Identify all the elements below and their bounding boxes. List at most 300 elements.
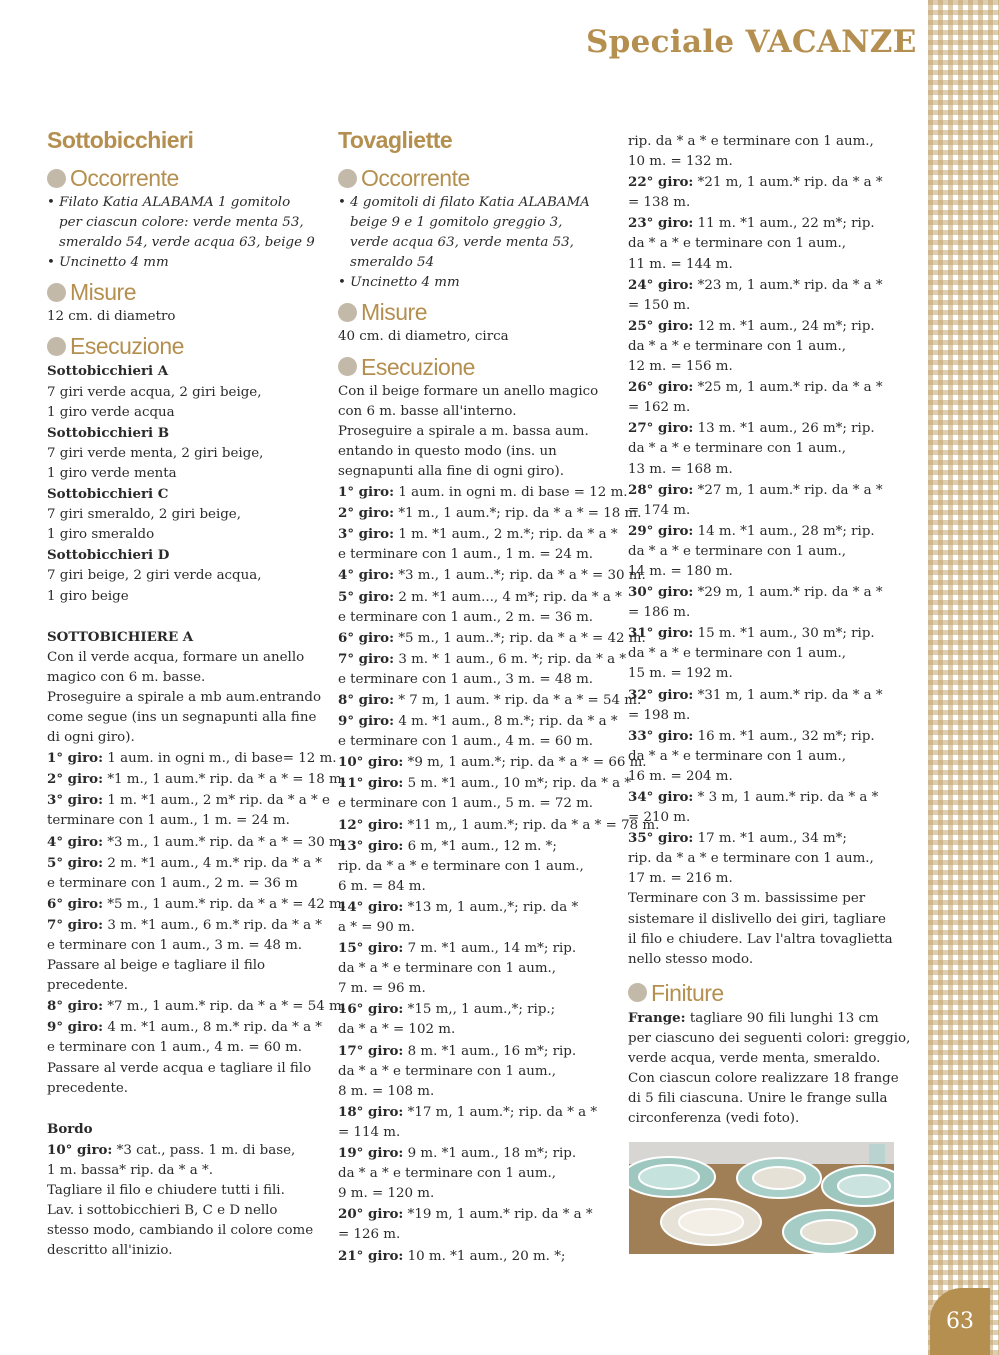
bold-label: 28° giro: <box>628 481 694 498</box>
line-text: sistemare il dislivello dei giri, tagliare <box>628 911 886 927</box>
text-line <box>628 255 918 275</box>
line-text: 16 m. *1 aum., 32 m*; rip. <box>693 728 875 744</box>
bold-label: 35° giro: <box>628 830 694 847</box>
line-text: 1 giro beige <box>47 588 129 604</box>
line-text: tagliare 90 fili lunghi 13 cm <box>685 1010 879 1026</box>
line-text: *23 m, 1 aum.* rip. da * a * <box>693 277 883 293</box>
bold-label: Sottobicchieri B <box>47 424 170 441</box>
text-line <box>628 706 918 726</box>
line-text: 2 m. *1 aum., 4 m.* rip. da * a * <box>103 855 323 871</box>
line-text: da * a * e terminare con 1 aum., <box>628 338 847 354</box>
line-text: *31 m, 1 aum.* rip. da * a * <box>693 687 883 703</box>
text-line <box>628 582 918 603</box>
list-item: • 4 gomitoli di filato Katia ALABAMA <box>338 195 590 210</box>
line-text: verde acqua, verde menta, smeraldo. <box>628 1051 881 1067</box>
list-item: beige 9 e 1 gomitolo greggio 3, <box>350 215 563 231</box>
text-line <box>47 748 337 769</box>
bold-label: 32° giro: <box>628 686 694 703</box>
text-line <box>47 505 327 525</box>
bullet-dot-icon <box>47 283 66 302</box>
bold-label: 10° giro: <box>47 1141 113 1158</box>
text-line <box>628 480 918 501</box>
text-line <box>338 462 608 482</box>
bold-label: 30° giro: <box>628 584 694 601</box>
text-line <box>47 790 330 811</box>
bullet-dot-icon <box>338 303 357 322</box>
line-text: Con ciascun colore realizzare 18 frange <box>628 1071 899 1087</box>
bold-label: Sottobicchieri C <box>47 486 169 503</box>
bold-label: 31° giro: <box>628 625 694 642</box>
bold-label: 21° giro: <box>338 1247 404 1264</box>
text-line <box>628 828 918 849</box>
line-text: *27 m, 1 aum.* rip. da * a * <box>693 482 883 498</box>
occorrente-list <box>47 193 327 273</box>
line-text: da * a * e terminare con 1 aum., <box>338 1063 557 1079</box>
text-line <box>338 877 608 897</box>
line-text: * 3 m, 1 aum.* rip. da * a * <box>693 790 879 805</box>
line-text: nello stesso modo. <box>628 951 754 967</box>
text-line <box>47 566 327 586</box>
line-text: *17 m, 1 aum.*; rip. da * a * <box>403 1104 598 1120</box>
line-text: 7 giri beige, 2 giri verde acqua, <box>47 568 262 584</box>
line-text: 11 m. = 144 m. <box>628 256 733 272</box>
line-text: e terminare con 1 aum., 2 m. = 36 m. <box>338 609 594 625</box>
text-line <box>628 685 918 706</box>
text-line <box>628 869 918 889</box>
text-line <box>47 708 327 728</box>
line-text: 13 m. *1 aum., 26 m*; rip. <box>693 421 875 437</box>
line-text: il filo e chiudere. Lav l'altra tovaglietta <box>628 931 893 947</box>
text-line <box>338 794 608 814</box>
text-line <box>47 525 327 545</box>
bold-label: 33° giro: <box>628 727 694 744</box>
line-text: * 7 m, 1 aum. * rip. da * a * = 54 m. <box>394 692 642 708</box>
line-text: *15 m,, 1 aum.,*; rip.; <box>403 1002 556 1018</box>
text-line <box>47 874 327 894</box>
text-line <box>338 1102 608 1123</box>
misure-text: 12 cm. di diametro <box>47 309 176 325</box>
text-line <box>47 853 327 874</box>
bold-label: 5° giro: <box>47 854 104 871</box>
line-text: a * = 90 m. <box>338 920 415 935</box>
text-line <box>338 1041 608 1062</box>
text-line <box>47 1161 327 1181</box>
text-line <box>47 444 327 464</box>
text-line <box>47 607 327 627</box>
text-line <box>47 484 327 505</box>
text-line <box>338 752 647 773</box>
text-line <box>628 1089 918 1109</box>
coasters-photo <box>629 1142 894 1254</box>
esecuzione-text-continued <box>628 132 918 970</box>
line-text: Con il verde acqua, formare un anello <box>47 649 305 665</box>
line-text: = 138 m. <box>628 195 691 211</box>
text-line <box>628 1029 918 1049</box>
text-line <box>628 275 918 296</box>
text-line <box>47 996 346 1017</box>
line-text: 16 m. = 204 m. <box>628 768 733 784</box>
text-line <box>628 337 918 357</box>
line-text: e terminare con 1 aum., 1 m. = 24 m. <box>338 547 594 563</box>
bullet-dot-icon <box>47 337 66 356</box>
text-line <box>47 587 327 607</box>
text-line <box>628 234 918 254</box>
line-text: 12 m. *1 aum., 24 m*; rip. <box>693 318 875 334</box>
text-line <box>338 815 660 836</box>
line-text: 14 m. = 180 m. <box>628 563 733 579</box>
line-text: *1 m., 1 aum.* rip. da * a * = 18 m. <box>103 772 346 788</box>
line-text: 6 m. = 84 m. <box>338 878 426 894</box>
line-text: 15 m. *1 aum., 30 m*; rip. <box>693 626 875 642</box>
line-text: terminare con 1 aum., 1 m. = 24 m. <box>47 813 290 829</box>
line-text: *29 m, 1 aum.* rip. da * a * <box>693 585 883 601</box>
line-text: 1 m. bassa* rip. da * a *. <box>47 1162 213 1178</box>
bold-label: 11° giro: <box>338 775 404 792</box>
text-line <box>628 542 918 562</box>
text-line <box>338 608 608 628</box>
line-text: = 150 m. <box>628 297 691 313</box>
bold-label: 14° giro: <box>338 898 404 915</box>
text-line <box>628 787 918 808</box>
text-line <box>628 460 918 480</box>
section-title-tovagliette: Tovagliette <box>338 127 453 153</box>
bold-label: 23° giro: <box>628 215 694 232</box>
heading-esecuzione: Esecuzione <box>47 333 327 359</box>
bold-label: 17° giro: <box>338 1042 404 1059</box>
line-text: 17 m. = 216 m. <box>628 871 733 887</box>
text-line <box>338 1020 608 1040</box>
bold-label: 4° giro: <box>338 567 395 584</box>
line-text: 8 m. *1 aum., 16 m*; rip. <box>403 1043 577 1059</box>
bold-label: 25° giro: <box>628 317 694 334</box>
line-text: da * a * e terminare con 1 aum., <box>628 236 847 252</box>
line-text: = 174 m. <box>628 502 691 518</box>
line-text: di 5 fili ciascuna. Unire le frange sulla <box>628 1091 888 1107</box>
line-text: 9 m. = 120 m. <box>338 1186 435 1202</box>
text-line <box>47 627 327 648</box>
text-line <box>47 383 327 403</box>
line-text: rip. da * a * e terminare con 1 aum., <box>338 858 584 874</box>
text-line <box>628 1069 918 1089</box>
line-text: Passare al verde acqua e tagliare il filo <box>47 1060 312 1076</box>
line-text: da * a * = 102 m. <box>338 1022 456 1038</box>
text-line <box>628 213 918 234</box>
line-text: con 6 m. basse all'interno. <box>338 403 517 419</box>
line-text: e terminare con 1 aum., 4 m. = 60 m. <box>338 734 594 750</box>
line-text: 11 m. *1 aum., 22 m*; rip. <box>693 216 875 232</box>
heading-occorrente: Occorrente <box>338 165 608 191</box>
list-item: per ciascun colore: verde menta 53, <box>59 215 304 231</box>
bold-label: 24° giro: <box>628 276 694 293</box>
text-line <box>47 1099 327 1119</box>
text-line <box>628 521 918 542</box>
bold-label: 26° giro: <box>628 379 694 396</box>
bold-label: 1° giro: <box>338 484 395 501</box>
line-text: 3 m. *1 aum., 6 m.* rip. da * a * <box>103 917 323 933</box>
text-line <box>338 773 632 794</box>
line-text: *5 m., 1 aum.* rip. da * a * = 42 m. <box>103 896 346 912</box>
text-line <box>47 811 327 831</box>
occorrente-list <box>338 193 608 293</box>
text-line <box>338 1225 608 1245</box>
bullet-dot-icon <box>628 983 647 1002</box>
text-line <box>47 936 327 956</box>
line-text: = 198 m. <box>628 707 691 723</box>
line-text: per ciascuno dei seguenti colori: greggio, <box>628 1030 911 1046</box>
text-line <box>338 482 628 503</box>
bold-label: 2° giro: <box>338 505 395 522</box>
line-text: circonferenza (vedi foto). <box>628 1111 800 1127</box>
line-text: 7 m. *1 aum., 14 m*; rip. <box>403 941 577 957</box>
line-text: rip. da * a * e terminare con 1 aum., <box>628 851 874 867</box>
text-line <box>628 377 918 398</box>
list-item: smeraldo 54, verde acqua 63, beige 9 <box>59 235 315 251</box>
line-text: *13 m, 1 aum.,*; rip. da * <box>403 899 579 915</box>
text-line <box>628 644 918 664</box>
line-text: 17 m. *1 aum., 34 m*; <box>693 831 847 847</box>
text-line <box>628 501 918 521</box>
text-line <box>47 832 346 853</box>
line-text: Tagliare il filo e chiudere tutti i fili. <box>47 1183 285 1199</box>
list-item: • Uncinetto 4 mm <box>47 255 169 271</box>
line-text: Con il beige formare un anello magico <box>338 383 599 399</box>
line-text: precedente. <box>47 1080 129 1096</box>
text-line <box>338 857 608 877</box>
line-text: 14 m. *1 aum., 28 m*; rip. <box>693 523 875 539</box>
line-text: e terminare con 1 aum., 4 m. = 60 m. <box>47 1040 303 1056</box>
text-line <box>338 979 608 999</box>
line-text: 12 m. = 156 m. <box>628 359 733 375</box>
text-line <box>338 670 608 690</box>
line-text: di ogni giro). <box>47 730 135 746</box>
text-line <box>47 728 327 748</box>
text-line <box>628 930 918 950</box>
line-text: *1 m., 1 aum.*; rip. da * a * = 18 m. <box>394 506 642 522</box>
bullet-dot-icon <box>47 169 66 188</box>
bold-label: 16° giro: <box>338 1001 404 1018</box>
line-text: *19 m, 1 aum.* rip. da * a * <box>403 1207 593 1223</box>
list-item: verde acqua 63, verde menta 53, <box>350 235 574 251</box>
line-text: = 162 m. <box>628 400 691 416</box>
line-text: 1 giro smeraldo <box>47 527 155 543</box>
line-text: da * a * e terminare con 1 aum., <box>338 1166 557 1182</box>
line-text: da * a * e terminare con 1 aum., <box>628 748 847 764</box>
line-text: *7 m., 1 aum.* rip. da * a * = 54 m. <box>103 999 346 1015</box>
line-text: = 114 m. <box>338 1124 401 1140</box>
text-line <box>338 545 608 565</box>
text-line <box>628 357 918 377</box>
line-text: 7 giri verde menta, 2 giri beige, <box>47 445 264 461</box>
text-line <box>47 361 327 382</box>
line-text: 5 m. *1 aum., 10 m*; rip. da * a * <box>403 776 632 792</box>
heading-esecuzione: Esecuzione <box>338 354 608 380</box>
text-line <box>338 711 618 732</box>
list-item: • Uncinetto 4 mm <box>338 275 460 291</box>
line-text: 1 aum. in ogni m., di base= 12 m. <box>103 751 337 767</box>
misure-text: 40 cm. di diametro, circa <box>338 329 509 345</box>
text-line <box>338 1082 608 1102</box>
bold-label: 1° giro: <box>47 750 104 767</box>
text-line <box>47 915 327 936</box>
text-line <box>628 316 918 337</box>
finiture-text <box>628 1008 918 1130</box>
bold-label: 13° giro: <box>338 837 404 854</box>
text-line <box>47 1181 327 1201</box>
bold-label: 6° giro: <box>47 895 104 912</box>
line-text: 4 m. *1 aum., 8 m.* rip. da * a * <box>103 1020 323 1036</box>
line-text: Passare al beige e tagliare il filo <box>47 958 266 974</box>
bold-label: Sottobicchieri A <box>47 363 169 380</box>
line-text: *3 m., 1 aum.* rip. da * a * = 30 m. <box>103 834 346 850</box>
line-text: rip. da * a * e terminare con 1 aum., <box>628 134 874 149</box>
bold-label: 19° giro: <box>338 1145 404 1162</box>
text-line <box>628 418 918 439</box>
heading-misure: Misure <box>338 299 608 325</box>
line-text: *3 cat., pass. 1 m. di base, <box>112 1142 296 1158</box>
text-line <box>338 565 646 586</box>
heading-finiture: Finiture <box>628 980 918 1006</box>
line-text: e terminare con 1 aum., 5 m. = 72 m. <box>338 796 594 812</box>
line-text: 1 giro verde acqua <box>47 404 175 420</box>
text-line <box>338 503 642 524</box>
text-line <box>338 649 627 670</box>
text-line <box>47 1241 327 1261</box>
text-line <box>628 1049 918 1069</box>
heading-occorrente: Occorrente <box>47 165 327 191</box>
line-text: 15 m. = 192 m. <box>628 666 733 682</box>
bold-label: 7° giro: <box>47 916 104 933</box>
text-line <box>628 439 918 459</box>
line-text: = 186 m. <box>628 605 691 621</box>
line-text: 10 m. = 132 m. <box>628 154 733 170</box>
line-text: *25 m, 1 aum.* rip. da * a * <box>693 380 883 396</box>
bold-label: 6° giro: <box>338 629 395 646</box>
bold-label: 8° giro: <box>47 998 104 1015</box>
text-line <box>628 603 918 623</box>
text-line <box>338 918 608 938</box>
text-line <box>338 690 642 711</box>
text-line <box>47 545 327 566</box>
text-line <box>628 747 918 767</box>
line-text: da * a * e terminare con 1 aum., <box>628 441 847 457</box>
line-text: 4 m. *1 aum., 8 m.*; rip. da * a * <box>394 714 618 730</box>
text-line <box>628 726 918 747</box>
line-text: 1 m. *1 aum., 2 m.*; rip. da * a * <box>394 527 618 543</box>
text-line <box>338 442 608 462</box>
line-text: *5 m., 1 aum..*; rip. da * a * = 42 m. <box>394 630 646 646</box>
column-sottobicchieri <box>47 125 346 1261</box>
text-line <box>47 769 346 790</box>
text-line <box>338 1204 608 1225</box>
line-text: 13 m. = 168 m. <box>628 461 733 477</box>
text-line <box>628 849 918 869</box>
text-line <box>338 402 608 422</box>
text-line <box>338 382 608 402</box>
line-text: descritto all'inizio. <box>47 1243 173 1259</box>
text-line <box>628 296 918 316</box>
text-line <box>47 648 327 668</box>
bold-label: Frange: <box>628 1009 686 1026</box>
text-line <box>628 664 918 684</box>
bold-label: 20° giro: <box>338 1206 404 1223</box>
line-text: *21 m, 1 aum.* rip. da * a * <box>693 175 883 191</box>
text-line <box>628 808 918 828</box>
text-line <box>628 1008 918 1029</box>
list-item: smeraldo 54 <box>350 255 435 271</box>
text-line <box>338 628 646 649</box>
text-line <box>47 1038 327 1058</box>
text-line <box>338 999 608 1020</box>
text-line <box>47 464 327 484</box>
text-line <box>628 562 918 582</box>
text-line <box>47 688 327 708</box>
line-text: 7 giri verde acqua, 2 giri beige, <box>47 384 262 400</box>
text-line <box>338 1143 608 1164</box>
page-number: 63 <box>930 1288 990 1355</box>
text-line <box>628 398 918 418</box>
text-line <box>628 132 918 152</box>
text-line <box>628 623 918 644</box>
line-text: *9 m, 1 aum.*; rip. da * a * = 66 m. <box>403 755 647 771</box>
text-line <box>47 423 327 444</box>
bold-label: 5° giro: <box>338 588 395 605</box>
text-line <box>338 587 622 608</box>
text-line <box>338 422 608 442</box>
esecuzione-text <box>47 361 346 1261</box>
text-line <box>47 1201 327 1221</box>
bold-label: 3° giro: <box>338 526 395 543</box>
page-header-title: Speciale VACANZE <box>586 24 917 60</box>
bold-label: 2° giro: <box>47 771 104 788</box>
bullet-dot-icon <box>338 357 357 376</box>
line-text: magico con 6 m. basse. <box>47 669 206 685</box>
bold-label: 8° giro: <box>338 691 395 708</box>
bold-label: 3° giro: <box>47 792 104 809</box>
bold-label: Bordo <box>47 1120 93 1137</box>
text-line <box>338 1184 608 1204</box>
line-text: 10 m. *1 aum., 20 m. *; <box>403 1248 566 1264</box>
text-line <box>338 897 608 918</box>
bold-label: 18° giro: <box>338 1103 404 1120</box>
text-line <box>47 1119 327 1140</box>
text-line <box>47 1017 327 1038</box>
line-text: entando in questo modo (ins. un <box>338 443 557 459</box>
text-line <box>628 910 918 930</box>
line-text: e terminare con 1 aum., 3 m. = 48 m. <box>338 671 594 687</box>
gingham-border <box>928 0 999 1355</box>
bold-label: SOTTOBICHIERE A <box>47 628 194 645</box>
line-text: da * a * e terminare con 1 aum., <box>628 646 847 662</box>
section-title-sottobicchieri: Sottobicchieri <box>47 127 194 153</box>
bold-label: 7° giro: <box>338 650 395 667</box>
line-text: 6 m, *1 aum., 12 m. *; <box>403 838 557 854</box>
text-line <box>338 1164 608 1184</box>
bold-label: 4° giro: <box>47 833 104 850</box>
text-line <box>47 668 327 688</box>
text-line <box>47 1221 327 1241</box>
text-line <box>47 1059 327 1079</box>
line-text: = 126 m. <box>338 1227 401 1243</box>
line-text: *3 m., 1 aum..*; rip. da * a * = 30 m. <box>394 568 646 584</box>
line-text: segnapunti alla fine di ogni giro). <box>338 463 564 479</box>
heading-misure: Misure <box>47 279 327 305</box>
text-line <box>47 1079 327 1099</box>
text-line <box>47 956 327 976</box>
line-text: e terminare con 1 aum., 3 m. = 48 m. <box>47 938 303 953</box>
text-line <box>47 1140 327 1161</box>
line-text: 1 aum. in ogni m. di base = 12 m. <box>394 485 628 501</box>
text-line <box>338 1123 608 1143</box>
